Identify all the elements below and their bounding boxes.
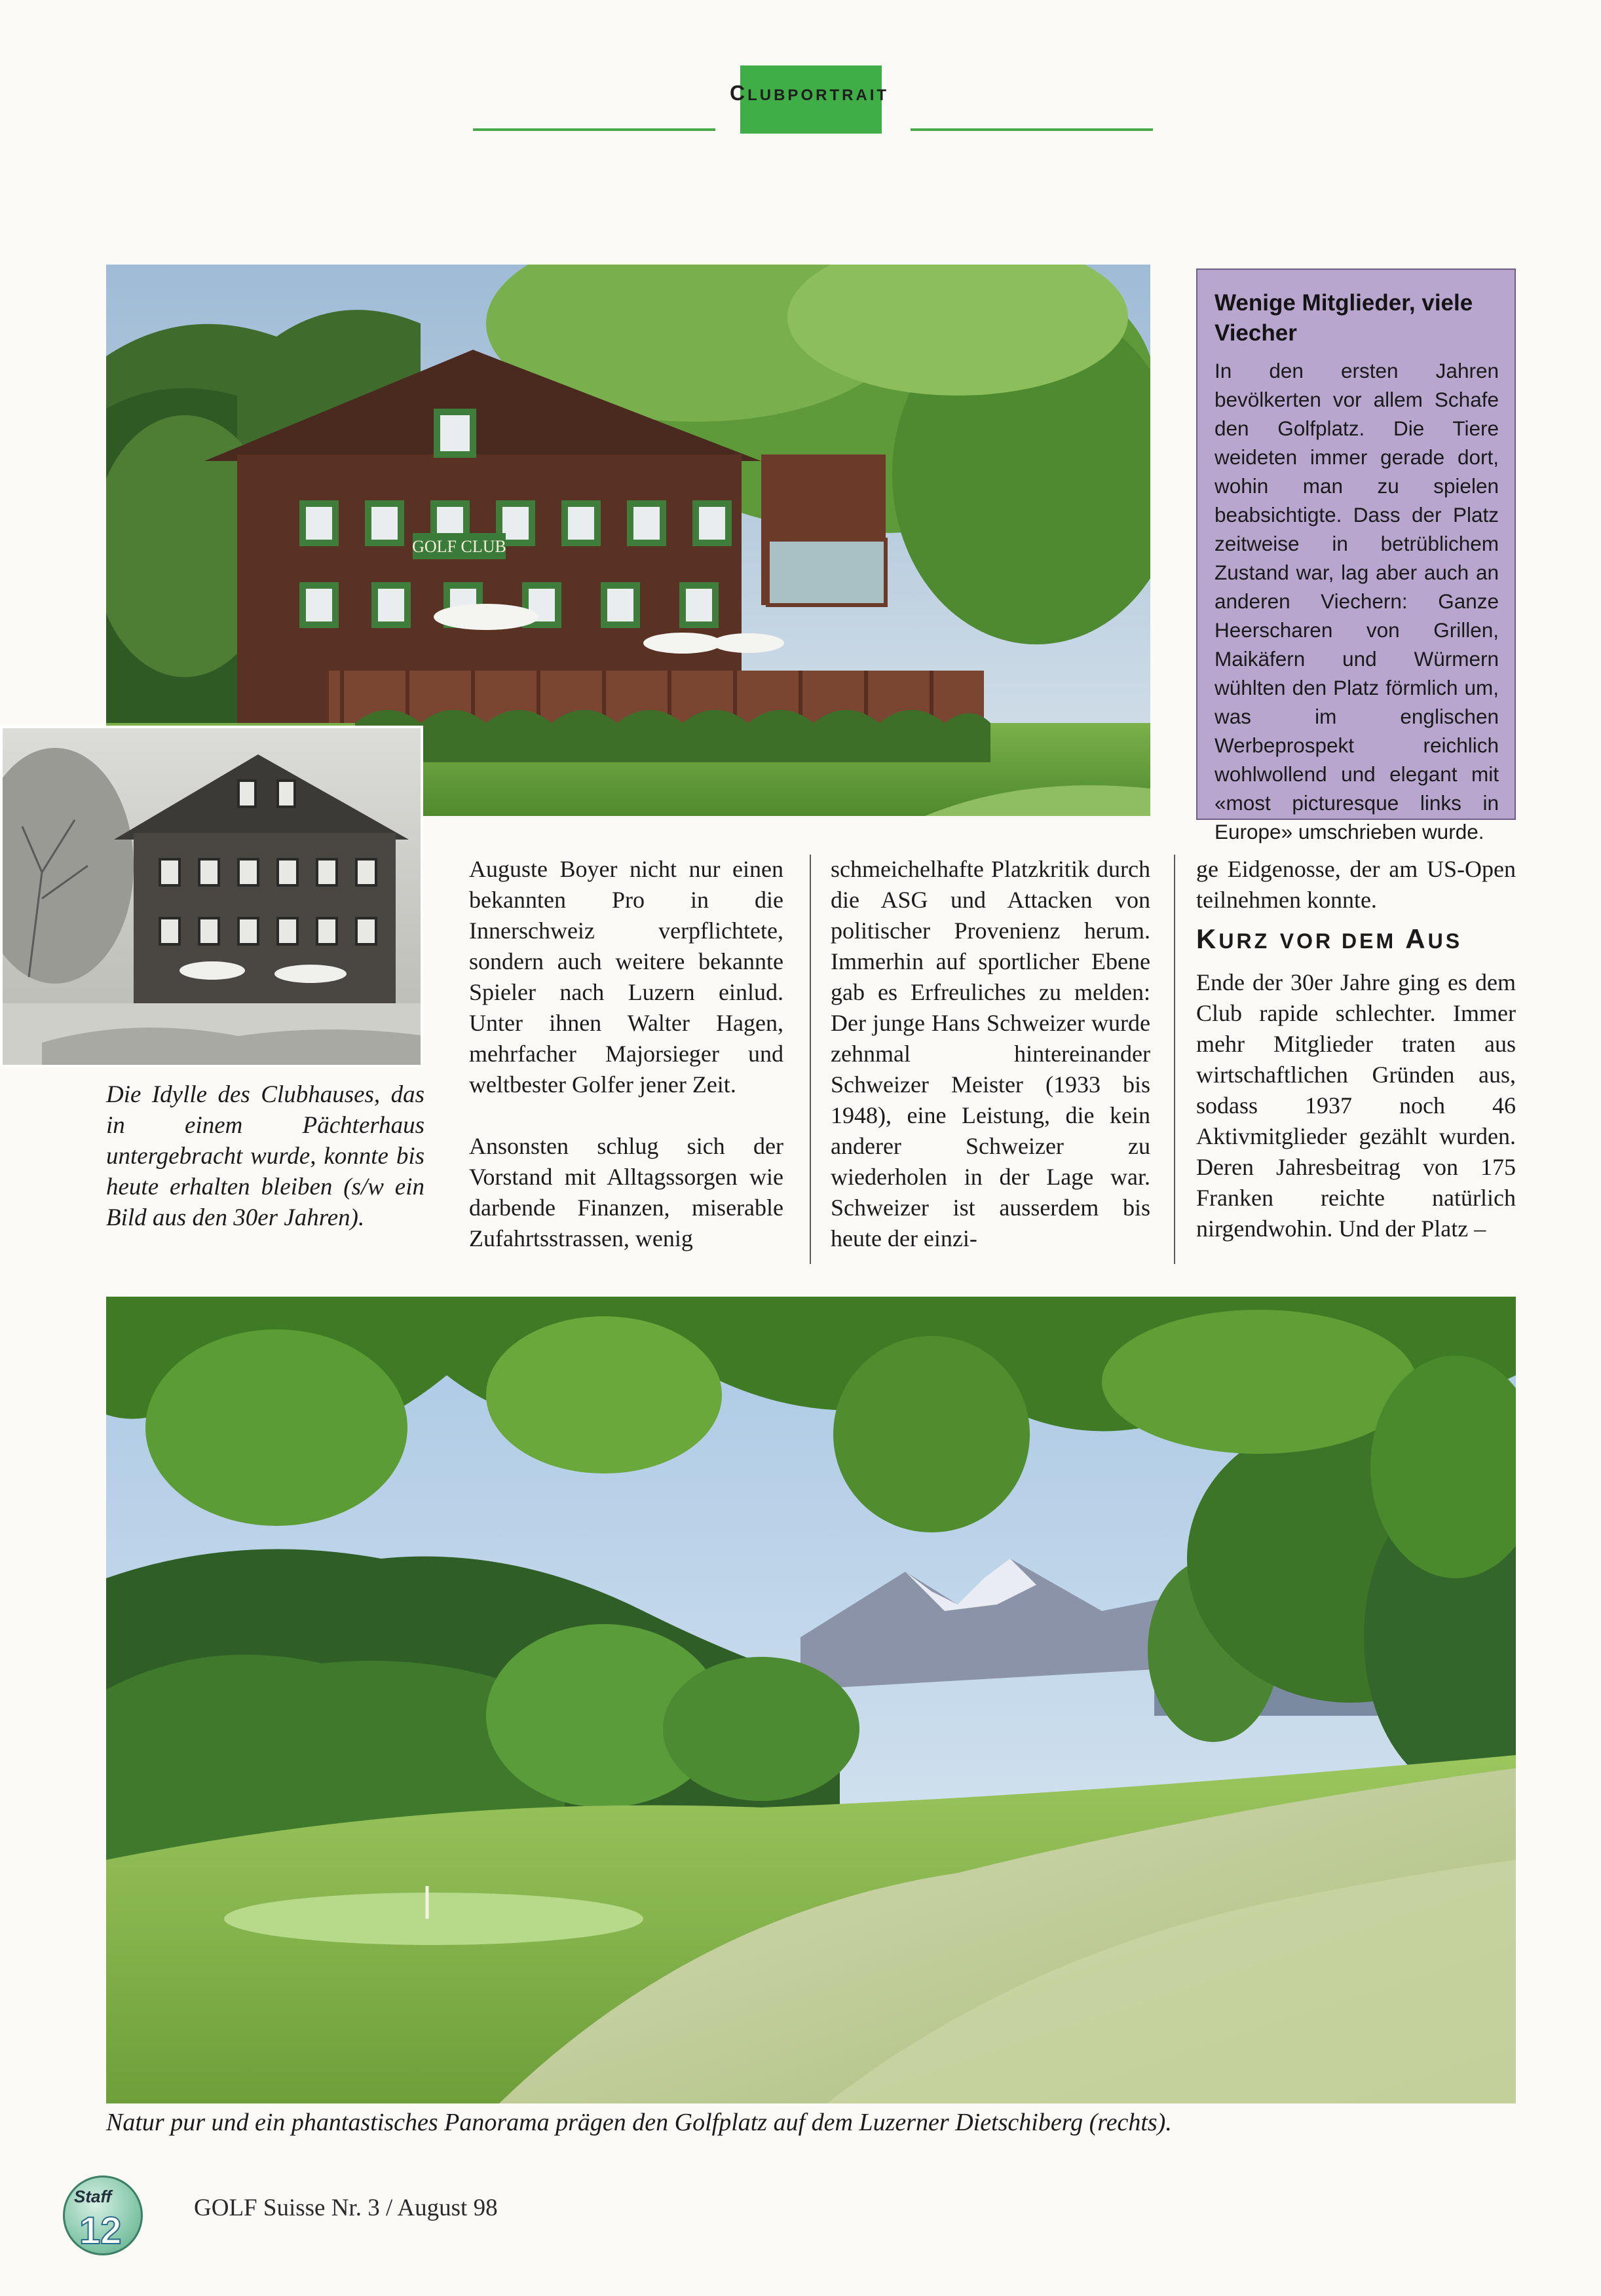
panorama-caption: Natur pur und ein phantastisches Panorama prägen den Golfplatz auf dem Luzerner Dietschiberg (rechts). [106, 2109, 1172, 2136]
badge-logo: Staff [74, 2187, 112, 2206]
historic-clubhouse-photo [0, 726, 423, 1067]
page-number: 12 [79, 2210, 122, 2252]
column-3-paragraph-1: ge Eidgenosse, der am US-Open teilnehmen konnte. [1196, 856, 1516, 913]
article-column-2 [831, 854, 1150, 1254]
article-column-3 [1196, 854, 1516, 1244]
section-label: CLUBPORTRAIT [730, 81, 890, 105]
column-1-paragraph-2: Ansonsten schlug sich der Vorstand mit Alltagssorgen wie darbende Finanzen, miserable Zufahrtsstrassen, wenig [469, 1133, 783, 1251]
header-rule-left [473, 128, 715, 131]
panorama-photo [106, 1297, 1516, 2103]
publication-info: GOLF Suisse Nr. 3 / August 98 [194, 2194, 498, 2221]
historic-photo-caption: Die Idylle des Clubhauses, das in einem Pächterhaus untergebracht wurde, konnte bis heute erhalten bleiben (s/w ein Bild aus den 30er Jahren). [106, 1081, 424, 1231]
column-1-paragraph-1: Auguste Boyer nicht nur einen bekannten Pro in die Innerschweiz verpflichtete, sondern auch weitere bekannte Spieler nach Luzern einlud. Unter ihnen Walter Hagen, mehrfacher Majorsieger und weltbester Golfer jener Zeit. [469, 856, 783, 1098]
sidebar-box [1196, 268, 1516, 843]
sidebar-title: Wenige Mitglieder, viele Viecher [1215, 290, 1473, 346]
page-number-badge [63, 2176, 143, 2255]
column-2-paragraph: schmeichelhafte Platzkritik durch die ASG und Attacken von politischer Provenienz herum. Immerhin auf sportlicher Ebene gab es Erfreuliches zu melden: Der junge Hans Schweizer wurde zehnmal hintereinander Schweizer Meister (1933 bis 1948), eine Leistung, die kein anderer Schweizer zu wiederholen in der Lage war. Schweizer ist ausserdem bis heute der einzi- [831, 856, 1150, 1251]
column-rule-2 [1174, 855, 1175, 1264]
sidebar-body: In den ersten Jahren bevölkerten vor allem Schafe den Golfplatz. Die Tiere weideten immer gerade dort, wohin man zu spielen beabsichtigte. Dass der Platz zeitweise in betrüblichem Zustand war, lag aber auch an anderen Viechern: Ganze Heerscharen von Grillen, Maikäfern und Würmern wühlten den Platz förmlich um, was im englischen Werbeprospekt reichlich wohlwollend und elegant mit «most picturesque links in Europe» umschrieben wurde. [1215, 359, 1499, 843]
column-3-paragraph-2: Ende der 30er Jahre ging es dem Club rapide schlechter. Immer mehr Mitglieder traten aus wirtschaftlichen Gründen aus, sodass 1937 noch 46 Aktivmitglieder gezählt wurden. Deren Jahresbeitrag von 175 Franken reichte natürlich nirgendwohin. Und der Platz – [1196, 969, 1516, 1242]
header-rule-right [911, 128, 1153, 131]
subheading-kurz-vor-dem-aus: KURZ VOR DEM AUS [1196, 923, 1463, 954]
column-rule-1 [810, 855, 811, 1264]
article-column-1 [469, 854, 783, 1254]
golf-club-sign: GOLF CLUB [412, 537, 506, 556]
